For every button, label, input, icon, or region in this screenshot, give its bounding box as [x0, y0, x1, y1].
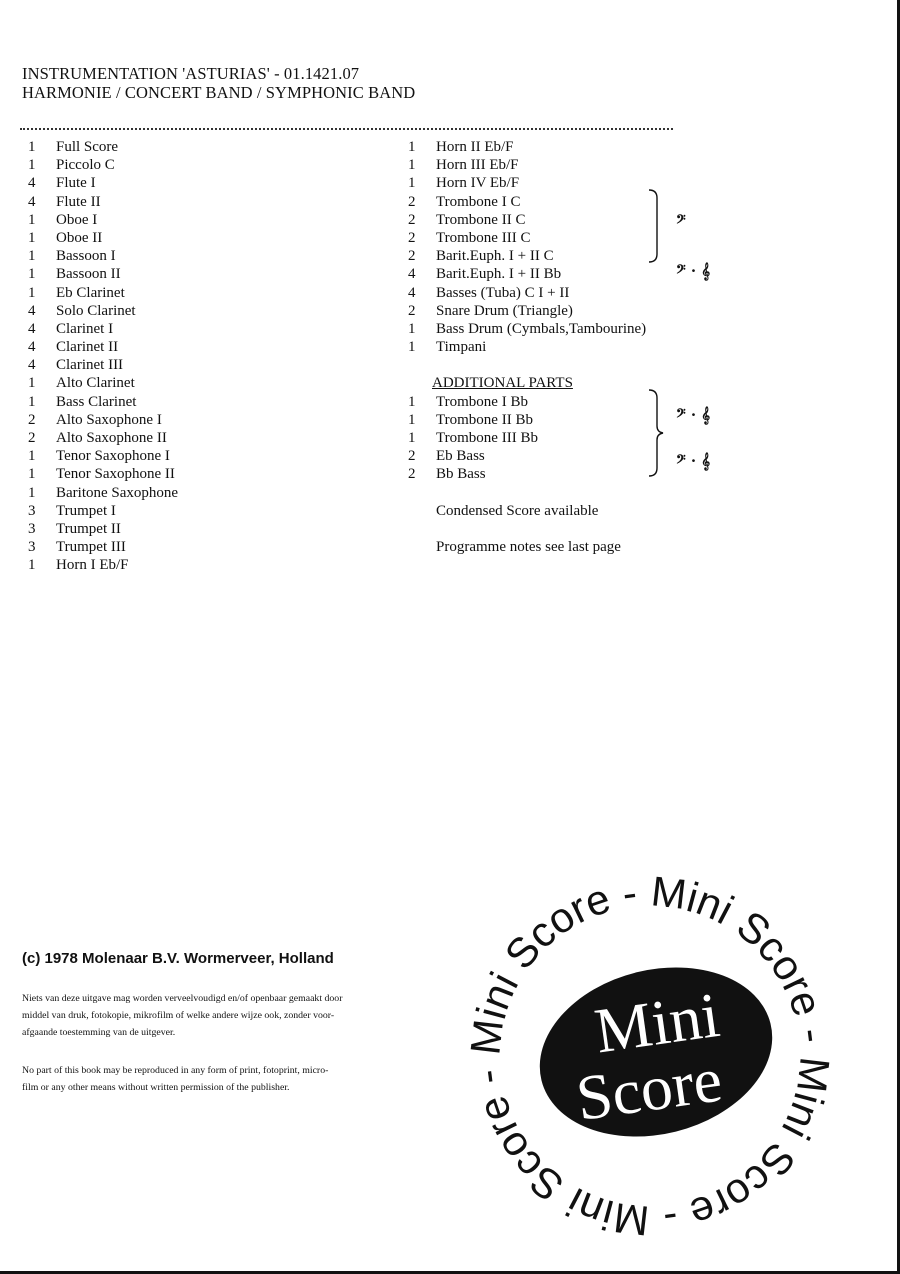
instrument-row [400, 265, 646, 283]
part-quantity: 1 [408, 320, 416, 337]
part-quantity: 1 [408, 393, 416, 410]
instrument-row [400, 174, 646, 192]
part-quantity: 1 [28, 484, 36, 501]
instrument-row [20, 284, 178, 302]
instrument-name: Flute I [56, 175, 96, 192]
instrument-name: Barit.Euph. I + II C [436, 248, 554, 265]
english-notice-line: film or any other means without written permission of the publisher. [22, 1082, 290, 1093]
instrument-row [400, 211, 646, 229]
instrument-name: Flute II [56, 193, 101, 210]
instrument-row [400, 284, 646, 302]
part-quantity: 4 [408, 284, 416, 301]
instrument-row [400, 229, 646, 247]
instrument-name: Barit.Euph. I + II Bb [436, 266, 562, 283]
instrument-name: Trumpet III [56, 539, 126, 556]
instrument-name: Basses (Tuba) C I + II [436, 284, 570, 301]
instrument-name: Piccolo C [56, 157, 115, 174]
part-quantity: 4 [28, 357, 36, 374]
bass-treble-clef-mark-trombones: 𝄢 · 𝄞 [676, 406, 711, 424]
instrument-name: Trombone II Bb [436, 411, 533, 428]
part-quantity: 4 [28, 302, 36, 319]
instrument-name: Trumpet I [56, 502, 116, 519]
instrument-name: Horn I Eb/F [56, 557, 129, 574]
part-quantity: 1 [28, 211, 36, 228]
instrument-name: Trombone II C [436, 211, 526, 228]
header [22, 64, 415, 102]
instrument-name: Alto Clarinet [56, 375, 135, 392]
instrument-row [20, 556, 178, 574]
instrument-row [20, 502, 178, 520]
english-notice-line: No part of this book may be reproduced in any form of print, fotoprint, micro- [22, 1065, 329, 1076]
instrument-row [400, 320, 646, 338]
dutch-notice-line: middel van druk, fotokopie, mikrofilm of welke andere wijze ook, zonder voor- [22, 1010, 335, 1021]
instrument-row [20, 302, 178, 320]
part-quantity: 1 [28, 466, 36, 483]
bass-treble-clef-mark: 𝄢 · 𝄞 [676, 262, 711, 280]
part-quantity: 2 [408, 193, 416, 210]
instrument-name: Trumpet II [56, 520, 121, 537]
instrument-name: Timpani [436, 339, 487, 356]
stamp-center-mini: Mini [590, 978, 724, 1067]
instrument-name: Oboe II [56, 229, 103, 246]
instrument-row [20, 538, 178, 556]
instrument-name: Clarinet II [56, 339, 119, 356]
instrument-name: Trombone I C [436, 193, 521, 210]
instrument-row [400, 138, 646, 156]
part-quantity: 1 [408, 339, 416, 356]
dotted-divider [20, 128, 673, 130]
instrument-row [20, 484, 178, 502]
part-quantity: 3 [28, 539, 36, 556]
instrument-row [400, 411, 646, 429]
instrument-name: Bass Drum (Cymbals,Tambourine) [436, 320, 647, 337]
instrument-row [20, 393, 178, 411]
dutch-notice [22, 990, 442, 1041]
instrument-row [20, 338, 178, 356]
instrument-name: Snare Drum (Triangle) [436, 302, 573, 319]
instrument-row [400, 393, 646, 411]
instrument-row [20, 156, 178, 174]
mini-score-stamp [460, 866, 840, 1246]
part-quantity: 1 [28, 448, 36, 465]
part-quantity: 1 [28, 229, 36, 246]
instrument-row [400, 247, 646, 265]
part-quantity: 3 [28, 502, 36, 519]
instrument-name: Clarinet I [56, 320, 114, 337]
part-quantity: 1 [28, 557, 36, 574]
part-quantity: 2 [408, 302, 416, 319]
part-quantity: 1 [408, 175, 416, 192]
instrument-name: Eb Bass [436, 448, 485, 465]
instrument-name: Oboe I [56, 211, 98, 228]
part-quantity: 2 [408, 229, 416, 246]
instrument-row [20, 247, 178, 265]
instrument-row [20, 174, 178, 192]
dutch-notice-line: Niets van deze uitgave mag worden verveelvoudigd en/of openbaar gemaakt door [22, 993, 343, 1004]
instrument-row [20, 356, 178, 374]
part-quantity: 3 [28, 520, 36, 537]
part-quantity: 1 [28, 393, 36, 410]
condensed-score-note: Condensed Score available [436, 502, 599, 519]
instrument-name: Trombone I Bb [436, 393, 528, 410]
part-quantity: 2 [28, 411, 36, 428]
instrument-name: Bass Clarinet [56, 393, 137, 410]
part-quantity: 1 [28, 375, 36, 392]
part-quantity: 1 [28, 248, 36, 265]
part-quantity: 2 [408, 448, 416, 465]
instrument-name: Bassoon I [56, 248, 116, 265]
instrument-name: Solo Clarinet [56, 302, 136, 319]
stamp-ring-text: Mini Score - Mini Score - Mini Score - Mini Score - [461, 867, 839, 1245]
header-title: INSTRUMENTATION 'ASTURIAS' - 01.1421.07 [22, 64, 360, 83]
part-quantity: 2 [408, 211, 416, 228]
instrument-name: Trombone III C [436, 229, 531, 246]
instrument-row [400, 156, 646, 174]
instrument-row [20, 447, 178, 465]
part-quantity: 2 [408, 248, 416, 265]
instrument-row [20, 229, 178, 247]
instrument-name: Alto Saxophone I [56, 411, 162, 428]
bass-clef-mark: 𝄢 [676, 212, 686, 230]
instrument-name: Bb Bass [436, 466, 486, 483]
part-quantity: 2 [28, 430, 36, 446]
instrument-name: Alto Saxophone II [56, 430, 167, 446]
part-quantity: 4 [28, 175, 36, 192]
instrument-name: Horn III Eb/F [436, 157, 519, 174]
part-quantity: 1 [28, 139, 36, 155]
instrument-row [20, 520, 178, 538]
instrument-name: Horn II Eb/F [436, 139, 514, 155]
trombone-c-brace [645, 188, 665, 264]
instrument-row [20, 265, 178, 283]
instrument-name: Trombone III Bb [436, 430, 538, 446]
instrument-row [400, 338, 646, 356]
part-quantity: 2 [408, 466, 416, 483]
english-notice [22, 1062, 442, 1096]
additional-parts-brace [645, 388, 667, 478]
instrument-row [400, 429, 646, 447]
instrument-row [400, 193, 646, 211]
instrument-row [20, 138, 178, 156]
part-quantity: 1 [408, 139, 416, 155]
instrument-row [20, 193, 178, 211]
stamp-center-score: Score [571, 1043, 727, 1135]
instrument-row [20, 320, 178, 338]
instrument-name: Eb Clarinet [56, 284, 125, 301]
part-quantity: 4 [28, 339, 36, 356]
instrument-row [400, 447, 646, 465]
instrument-row [20, 374, 178, 392]
part-quantity: 4 [408, 266, 416, 283]
left-instrument-list [20, 138, 178, 575]
instrument-name: Tenor Saxophone II [56, 466, 175, 483]
part-quantity: 4 [28, 320, 36, 337]
bass-treble-clef-mark-basses: 𝄢 · 𝄞 [676, 452, 711, 470]
header-subtitle: HARMONIE / CONCERT BAND / SYMPHONIC BAND [22, 83, 416, 102]
part-quantity: 1 [408, 430, 416, 446]
instrument-name: Clarinet III [56, 357, 124, 374]
part-quantity: 1 [408, 157, 416, 174]
part-quantity: 1 [408, 411, 416, 428]
instrument-row [20, 465, 178, 483]
instrument-row [20, 411, 178, 429]
instrument-row [400, 302, 646, 320]
copyright-line: (c) 1978 Molenaar B.V. Wormerveer, Holland [22, 950, 334, 967]
part-quantity: 4 [28, 193, 36, 210]
programme-notes-note: Programme notes see last page [436, 539, 621, 556]
instrument-name: Horn IV Eb/F [436, 175, 520, 192]
dutch-notice-line: afgaande toestemming van de uitgever. [22, 1027, 176, 1038]
instrument-name: Bassoon II [56, 266, 121, 283]
instrument-name: Baritone Saxophone [56, 484, 179, 501]
part-quantity: 1 [28, 157, 36, 174]
part-quantity: 1 [28, 284, 36, 301]
instrument-row [20, 211, 178, 229]
right-instrument-list [400, 138, 646, 556]
part-quantity: 1 [28, 266, 36, 283]
instrument-name: Tenor Saxophone I [56, 448, 170, 465]
instrument-row [400, 465, 646, 483]
additional-parts-heading: ADDITIONAL PARTS [432, 375, 573, 392]
instrument-name: Full Score [56, 139, 119, 155]
instrument-row [20, 429, 178, 447]
